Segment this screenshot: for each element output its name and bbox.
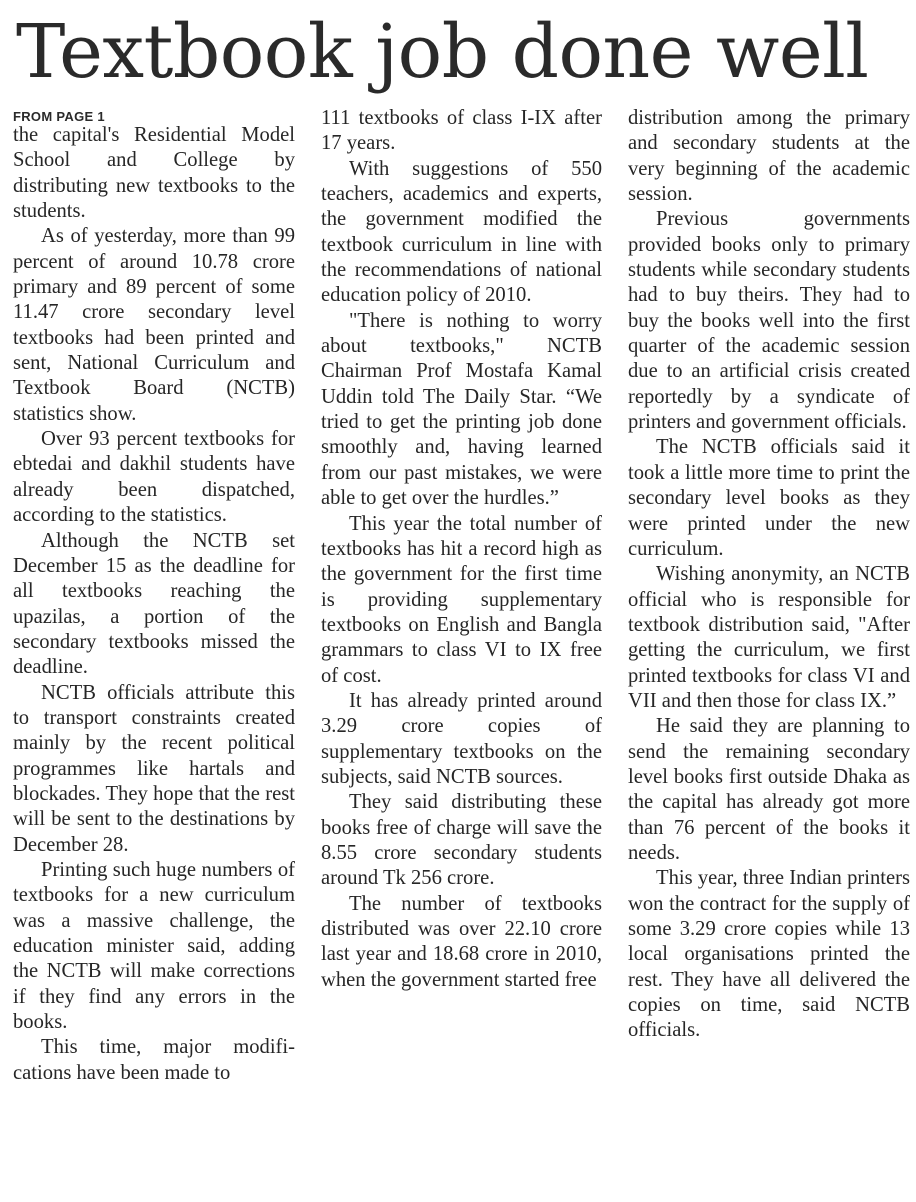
paragraph: They said distributing these books free of charge will save the 8.55 crore secondary students around Tk 256 crore. [321, 791, 602, 890]
paragraph: This year, three Indian printers won the contract for the supply of some 3.29 crore copies while 13 local organisations printed the rest. They have all delivered the copies on time, said NCTB officials. [628, 867, 910, 1042]
paragraph: It has already printed around 3.29 crore copies of supplementary textbooks on the subjects, said NCTB sources. [321, 689, 602, 788]
article-column-3 [628, 106, 910, 1044]
paragraph: Over 93 percent textbooks for ebtedai and dakhil students have already been dispatched, according to the statistics. [13, 428, 295, 527]
continuation-label: FROM PAGE 1 [13, 109, 105, 124]
paragraph: Previous governments provided books only to primary students while secondary students had to buy theirs. They had to buy the books well into the first quarter of the academic session due to an artificial crisis created reportedly by a syndicate of printers and government officials. [628, 208, 910, 434]
article-column-2 [321, 106, 602, 993]
paragraph: Wishing anonymity, an NCTB official who is responsible for textbook distribution said, "After getting the curriculum, we first printed textbooks for class VI and VII and then those for class IX.” [628, 563, 910, 712]
paragraph: 111 textbooks of class I-IX after 17 years. [321, 107, 602, 155]
paragraph: Although the NCTB set December 15 as the deadline for all textbooks reaching the upazilas, a portion of the secondary textbooks missed the deadline. [13, 529, 295, 679]
paragraph: Printing such huge numbers of textbooks for a new curriculum was a massive challenge, the education minister said, adding the NCTB will make corrections if they find any errors in the books. [13, 858, 295, 1034]
paragraph: With suggestions of 550 teachers, academics and experts, the government modified the textbook curriculum in line with the recommendations of national education policy of 2010. [321, 157, 602, 307]
paragraph: He said they are planning to send the remaining secondary level books first outside Dhaka as the capital has already got more than 76 percent of the books it needs. [628, 715, 910, 864]
paragraph: The number of textbooks distributed was over 22.10 crore last year and 18.68 crore in 2010, when the government started free [321, 892, 602, 991]
paragraph: This time, major modifications have been made to [13, 1036, 295, 1084]
paragraph: This year the total number of textbooks has hit a record high as the government for the first time is providing supplementary textbooks on English and Bangla grammars to class VI to IX free of cost. [321, 512, 602, 687]
article-column-1 [13, 106, 295, 1086]
paragraph: the capital's Residential Model School and College by distributing new textbooks to the students. [13, 124, 295, 223]
headline: Textbook job done well [16, 9, 869, 95]
paragraph: NCTB officials attribute this to transport constraints created mainly by the recent political programmes like hartals and blockades. They hope that the rest will be sent to the destinations by December 28. [13, 681, 295, 856]
paragraph: "There is nothing to worry about textbooks," NCTB Chairman Prof Mostafa Kamal Uddin told The Daily Star. “We tried to get the printing job done smoothly and, having learned from our past mistakes, we were able to get over the hurdles.” [321, 309, 602, 510]
paragraph: The NCTB officials said it took a little more time to print the secondary level books as they were printed under the new curriculum. [628, 436, 910, 560]
paragraph: As of yesterday, more than 99 percent of around 10.78 crore primary and 89 percent of some 11.47 crore secondary level textbooks had been printed and sent, National Curriculum and Textbook Board (NCTB) statistics show. [13, 225, 295, 425]
paragraph: distribution among the primary and secondary students at the very beginning of the academic session. [628, 107, 910, 206]
